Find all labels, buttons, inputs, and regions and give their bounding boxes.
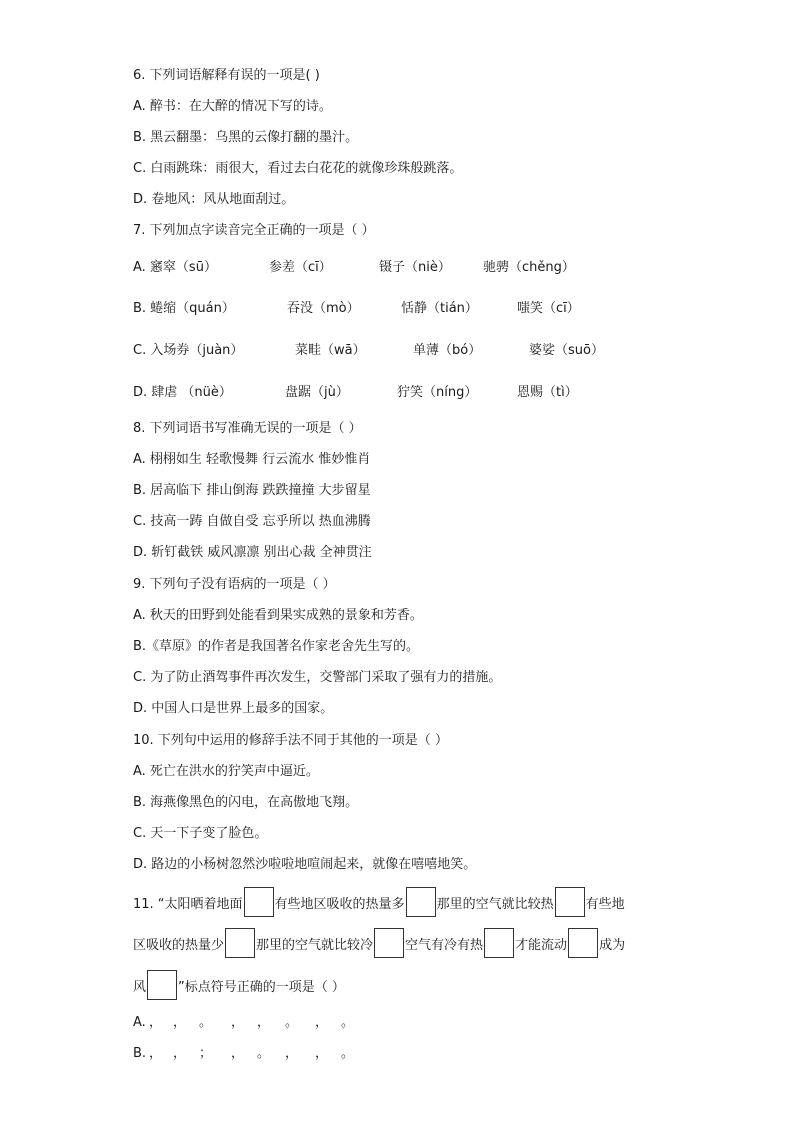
q11-b-mark: ，	[231, 1046, 245, 1061]
q7-c-item: 单薄（bó）	[413, 343, 482, 358]
q6-option-d: D. 卷地风：风从地面刮过。	[133, 192, 295, 207]
q11-text: 有些地	[585, 896, 625, 912]
q7-a-item: A. 窸窣（sū）	[133, 260, 217, 275]
q7-stem: 7. 下列加点字读音完全正确的一项是（ ）	[133, 223, 375, 238]
q11-b-mark: 。	[257, 1046, 271, 1061]
q11-text: 风	[133, 979, 147, 995]
punctuation-blank-3[interactable]	[555, 887, 585, 917]
q7-a-item: 驰骋（chěng）	[483, 260, 575, 275]
q8-option-c: C. 技高一踌 自做自受 忘乎所以 热血沸腾	[133, 514, 371, 529]
q10-option-a: A. 死亡在洪水的狞笑声中逼近。	[133, 764, 319, 779]
punctuation-blank-6[interactable]	[484, 928, 514, 958]
q11-text: 有些地区吸收的热量多	[274, 896, 405, 912]
q9-option-c: C. 为了防止酒驾事件再次发生，交警部门采取了强有力的措施。	[133, 670, 502, 685]
q11-b-mark: 。	[341, 1046, 355, 1061]
q8-option-b: B. 居高临下 排山倒海 跌跌撞撞 大步留星	[133, 483, 371, 498]
q11-b-mark: ，	[149, 1046, 163, 1061]
q7-d-item: D. 肆虐 （nüè）	[133, 385, 232, 400]
q7-b-item: B. 蜷缩（quán）	[133, 301, 235, 316]
q11-a-mark: ，	[231, 1015, 245, 1030]
q11-text: 11. “太阳晒着地面	[133, 896, 243, 912]
punctuation-blank-4[interactable]	[225, 928, 255, 958]
q10-option-c: C. 天一下子变了脸色。	[133, 826, 268, 841]
q7-c-item: 菜畦（wā）	[295, 343, 366, 358]
q11-a-mark: ，	[315, 1015, 329, 1030]
punctuation-blank-5[interactable]	[374, 928, 404, 958]
q6-option-a: A. 醉书：在大醉的情况下写的诗。	[133, 99, 332, 114]
punctuation-blank-7[interactable]	[568, 928, 598, 958]
q11-text: ”标点符号正确的一项是（ ）	[178, 979, 345, 995]
q7-a-item: 镊子（niè）	[379, 260, 451, 275]
q7-a-item: 参差（cī）	[269, 260, 332, 275]
q11-text: 那里的空气就比较热	[436, 896, 554, 912]
q10-stem: 10. 下列句中运用的修辞手法不同于其他的一项是（ ）	[133, 733, 448, 748]
q11-a-mark: ，	[149, 1015, 163, 1030]
q11-b-mark: ，	[173, 1046, 187, 1061]
q11-a-mark: ，	[257, 1015, 271, 1030]
q11-text: 才能流动	[515, 937, 568, 953]
punctuation-blank-1[interactable]	[244, 887, 274, 917]
punctuation-blank-2[interactable]	[406, 887, 436, 917]
q8-option-d: D. 斩钉截铁 威风凛凛 别出心裁 全神贯注	[133, 545, 372, 560]
q11-a-label: A.	[133, 1015, 146, 1030]
q8-option-a: A. 栩栩如生 轻歌慢舞 行云流水 惟妙惟肖	[133, 452, 371, 467]
q7-d-item: 恩赐（tì）	[517, 385, 578, 400]
q7-d-item: 狞笑（níng）	[397, 385, 478, 400]
q11-text: 那里的空气就比较冷	[256, 937, 374, 953]
q7-b-item: 恬静（tián）	[401, 301, 478, 316]
q7-b-item: 嗤笑（cī）	[517, 301, 580, 316]
q11-a-mark: ，	[173, 1015, 187, 1030]
q11-b-mark: ；	[199, 1046, 213, 1061]
q10-option-d: D. 路边的小杨树忽然沙啦啦地喧闹起来，就像在嘻嘻地笑。	[133, 857, 477, 872]
q11-a-mark: 。	[341, 1015, 355, 1030]
q9-stem: 9. 下列句子没有语病的一项是（ ）	[133, 577, 336, 592]
q11-text: 空气有冷有热	[405, 937, 484, 953]
q11-b-mark: ，	[285, 1046, 299, 1061]
q11-text: 成为	[599, 937, 626, 953]
q6-option-b: B. 黑云翻墨：乌黑的云像打翻的墨汁。	[133, 130, 359, 145]
q6-option-c: C. 白雨跳珠：雨很大，看过去白花花的就像珍珠般跳落。	[133, 161, 463, 176]
q11-a-mark: 。	[199, 1015, 213, 1030]
q11-text: 区吸收的热量少	[133, 937, 225, 953]
q11-line-2	[133, 927, 625, 959]
q7-c-item: 婆娑（suō）	[529, 343, 604, 358]
q7-d-item: 盘踞（jù）	[285, 385, 349, 400]
q11-b-mark: ，	[315, 1046, 329, 1061]
q6-stem: 6. 下列词语解释有误的一项是( )	[133, 68, 320, 83]
q9-option-a: A. 秋天的田野到处能看到果实成熟的景象和芳香。	[133, 608, 423, 623]
q7-b-item: 吞没（mò）	[287, 301, 360, 316]
q10-option-b: B. 海燕像黑色的闪电，在高傲地飞翔。	[133, 795, 359, 810]
q9-option-d: D. 中国人口是世界上最多的国家。	[133, 701, 334, 716]
punctuation-blank-8[interactable]	[147, 970, 177, 1000]
q11-a-mark: 。	[285, 1015, 299, 1030]
q11-line-1	[133, 886, 625, 918]
q11-line-3	[133, 969, 345, 1001]
q11-b-label: B.	[133, 1046, 147, 1061]
q9-option-b: B.《草原》的作者是我国著名作家老舍先生写的。	[133, 639, 420, 654]
q7-c-item: C. 入场券（juàn）	[133, 343, 244, 358]
q8-stem: 8. 下列词语书写准确无误的一项是（ ）	[133, 421, 362, 436]
